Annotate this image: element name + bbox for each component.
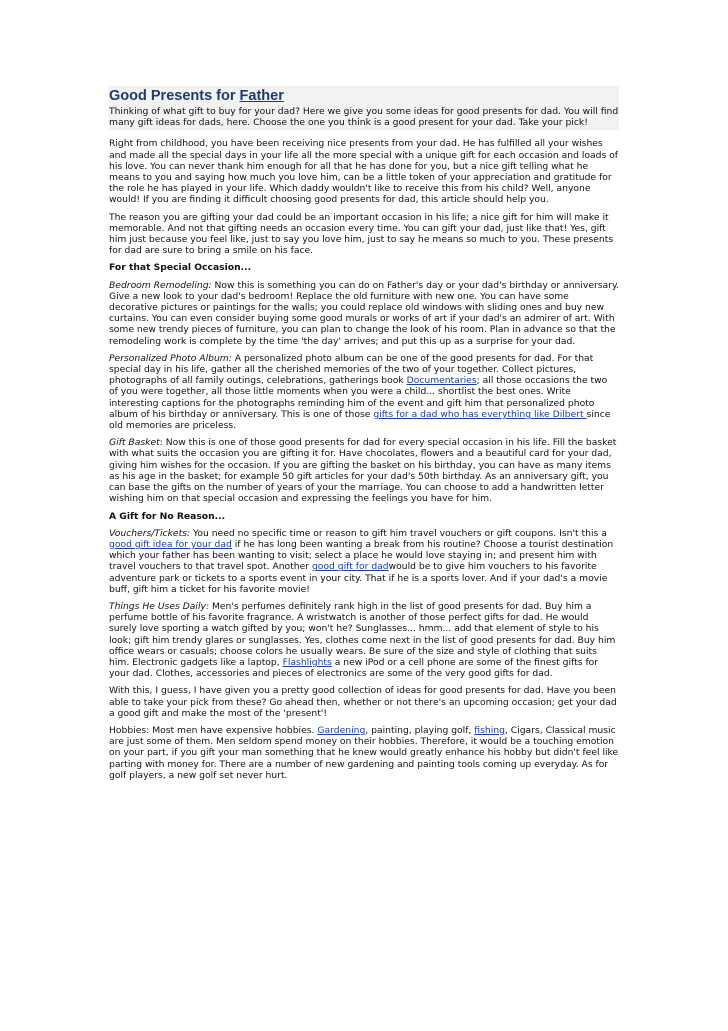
paragraph-daily-use	[109, 601, 619, 679]
basket-text: : Now this is one of those good presents for dad for every special occasion in his life. Fill the basket with what suits the occasion you are gifting it for. Have chocolates, flowers and a beautiful card for your dad, giving him wishes for the occasion. If you are gifting the basket on his birthday, you can have as many items as his age in the basket; for example 50 gift articles for your dad's 50th birthday. As an anniversary gift, you can base the gifts on the number of years of your the marriage. You can choose to add a handwritten letter wishing him on that special occasion and expressing the feelings you have for him.	[109, 437, 617, 505]
good-gift-idea-link[interactable]: good gift idea for your dad	[109, 538, 232, 550]
article-header	[109, 86, 619, 130]
paragraph-childhood: Right from childhood, you have been receiving nice presents from your dad. He has fulfilled all your wishes and made all the special days in your life all the more special with a unique gift for each occasion and loads of his love. You can never thank him enough for all that he has done for you, but a nice gift telling what he means to you and saying how much you love him, can be a little token of your appreciation and gratitude for the role he has played in your life. Which daddy wouldn't like to receive this from his child? Well, anyone would! If you are finding it difficult choosing good presents for dad, this article should help you.	[109, 138, 619, 206]
vouchers-label: Vouchers/Tickets:	[109, 527, 191, 539]
gardening-link[interactable]: Gardening	[317, 724, 366, 736]
dilbert-gifts-link[interactable]: gifts for a dad who has everything like Dilbert	[373, 408, 587, 420]
album-label: Personalized Photo Album:	[109, 352, 232, 364]
good-gift-for-dad-link[interactable]: good gift for dad	[311, 561, 389, 573]
page-title	[109, 88, 619, 105]
paragraph-bedroom	[109, 280, 619, 347]
bedroom-label: Bedroom Remodeling:	[109, 279, 212, 291]
flashlights-link[interactable]: Flashlights	[282, 656, 332, 668]
album-text-2: ; all those occasions the two of you were together, all those little moments when you were a child... shortlist the best ones. Write interesting captions for the photographs reminding him of the event and gift him that personalized photo album of his birthday or anniversary. This is one of those	[109, 375, 608, 420]
paragraph-closing: With this, I guess, I have given you a pretty good collection of ideas for good presents for dad. Have you been able to take your pick from these? Go ahead then, whether or not there's an upcoming occasion; get your dad a good gift and make the most of the 'present'!	[109, 685, 617, 719]
daily-label: Things He Uses Daily:	[109, 600, 210, 612]
hobbies-text-2: , painting, playing golf,	[365, 724, 475, 736]
heading-no-reason: A Gift for No Reason...	[109, 510, 226, 522]
intro-paragraph: Thinking of what gift to buy for your dad? Here we give you some ideas for good presents for dad. You will find many gift ideas for dads, here. Choose the one you think is a good present for your dad. Take your pick!	[109, 106, 619, 129]
hobbies-text-3: , Cigars, Classical music are just some of them. Men seldom spend money on their hobbies. Therefore, it would be a touching emotion on your part, if you gift your man something that he knew would greatly enhance his hobby but didn't feel like parting with money for. There are a number of new gardening and painting tools coming up everyday. As for golf players, a new golf set never hurt.	[109, 724, 619, 781]
vouchers-text-1: You need no specific time or reason to gift him travel vouchers or gift coupons. Isn't this a	[190, 527, 607, 539]
paragraph-hobbies	[109, 725, 619, 781]
vouchers-text-3: would be to give him vouchers to his favorite adventure park or tickets to a sports event in your city. That if he is a sports lover. And if your dad's a movie buff, gift him a ticket for his favorite movie!	[109, 561, 608, 595]
hobbies-text-1: Hobbies: Most men have expensive hobbies.	[109, 724, 318, 736]
article	[109, 86, 619, 787]
paragraph-vouchers	[109, 528, 619, 595]
paragraph-photo-album	[109, 353, 619, 431]
paragraph-reason: The reason you are gifting your dad could be an important occasion in his life; a nice gift for him will make it memorable. And not that gifting needs an occasion every time. You can gift your dad, just like that! Yes, gift him just because you feel like, just to say you love him, just to say he means so much to you. These presents for dad are sure to bring a smile on his face.	[109, 211, 614, 257]
title-text: Good Presents for	[109, 88, 240, 104]
daily-text-1: Men's perfumes definitely rank high in the list of good presents for dad. Buy him a perfume bottle of his favorite fragrance. A wristwatch is another of those perfect gifts for dad. He would surely love sporting a watch gifted by you; won't he? Sunglasses... hmm... add that element of style to his look; gift him trendy glares or sunglasses. Yes, clothes come next in the list of good presents for dad. Buy him office wears or casuals; choose colors he usually wears. Be sure of the size and style of clothing that suits him. Electronic gadgets like a laptop,	[109, 600, 616, 668]
daily-text-2: a new iPod or a cell phone are some of the finest gifts for your dad. Clothes, accessories and pieces of electronics are some of the very good gifts for dad.	[109, 656, 599, 680]
documentaries-link[interactable]: Documentaries	[406, 375, 477, 387]
heading-special-occasion: For that Special Occasion...	[109, 262, 252, 274]
album-text-1: A personalized photo album can be one of the good presents for dad. For that special day in his life, gather all the cherished memories of the two of your together. Collect pictures, photographs of all family outings, celebrations, gatherings book	[109, 352, 594, 387]
title-father-link[interactable]: Father	[239, 88, 284, 104]
vouchers-text-2: if he has long been wanting a break from his routine? Choose a tourist destination which your father has been wanting to visit; select a place he would love staying in; and present him with travel vouchers to that travel spot. Another	[109, 538, 614, 573]
paragraph-gift-basket	[109, 437, 619, 504]
album-text-3: since old memories are priceless.	[109, 408, 611, 432]
basket-label: Gift Basket	[109, 437, 160, 449]
fishing-link[interactable]: fishing	[474, 724, 505, 736]
bedroom-text: Now this is something you can do on Father's day or your dad's birthday or anniversary. Give a new look to your dad's bedroom! Replace the old furniture with new one. You can have some decorative pictures or paintings for the walls; you could replace old windows with sliding ones and buy new curtains. You can even consider buying some good murals or works of art if your dad's an admirer of art. With some new trendy pieces of furniture, you can plan to change the look of his room. Plan in advance so that the remodeling work is complete by the time 'the day' arrives; and put this up as a surprise for your dad.	[109, 279, 620, 347]
